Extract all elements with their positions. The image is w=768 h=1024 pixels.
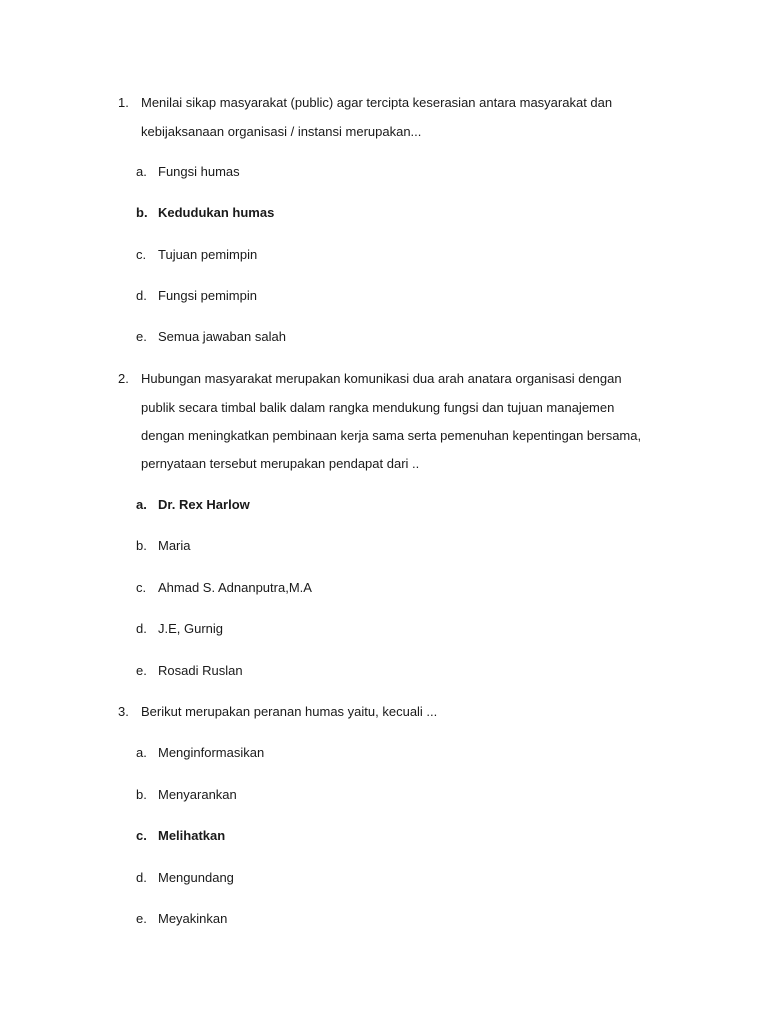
option-letter: b. — [136, 205, 148, 220]
option-text: Tujuan pemimpin — [158, 247, 258, 262]
question-text: publik secara timbal balik dalam rangka mendukung fungsi dan tujuan manajemen — [141, 400, 615, 415]
option-text: Rosadi Ruslan — [158, 663, 243, 678]
option-text: Meyakinkan — [158, 911, 228, 926]
option-letter: e. — [136, 911, 147, 926]
option-text: Melihatkan — [158, 828, 226, 843]
option-letter: e. — [136, 663, 147, 678]
option-text: Menyarankan — [158, 787, 237, 802]
question-text: Menilai sikap masyarakat (public) agar tercipta keserasian antara masyarakat dan — [141, 95, 613, 110]
option-text: Mengundang — [158, 870, 234, 885]
option-text: J.E, Gurnig — [158, 621, 224, 636]
option-text: Menginformasikan — [158, 745, 265, 760]
question-number: 1. — [118, 95, 129, 110]
option-text: Maria — [158, 538, 191, 553]
option-text: Fungsi pemimpin — [158, 288, 257, 303]
question-text: Hubungan masyarakat merupakan komunikasi dua arah anatara organisasi dengan — [141, 371, 622, 386]
option-text: Kedudukan humas — [158, 205, 275, 220]
option-text: Fungsi humas — [158, 164, 240, 179]
option-letter: b. — [136, 787, 147, 802]
question-text: pernyataan tersebut merupakan pendapat dari .. — [141, 456, 420, 471]
option-letter: d. — [136, 621, 147, 636]
option-letter: c. — [136, 828, 147, 843]
option-letter: c. — [136, 247, 147, 262]
option-letter: d. — [136, 870, 147, 885]
question-text: Berikut merupakan peranan humas yaitu, kecuali ... — [141, 704, 438, 719]
option-letter: e. — [136, 329, 147, 344]
question-text: kebijaksanaan organisasi / instansi merupakan... — [141, 124, 422, 139]
option-text: Semua jawaban salah — [158, 329, 286, 344]
option-letter: d. — [136, 288, 147, 303]
option-text: Dr. Rex Harlow — [158, 497, 250, 512]
option-letter: a. — [136, 497, 147, 512]
option-letter: a. — [136, 745, 147, 760]
question-number: 2. — [118, 371, 129, 386]
option-letter: b. — [136, 538, 147, 553]
option-letter: c. — [136, 580, 147, 595]
question-number: 3. — [118, 704, 129, 719]
question-text: dengan meningkatkan pembinaan kerja sama serta pemenuhan kepentingan bersama, — [141, 428, 642, 443]
option-text: Ahmad S. Adnanputra,M.A — [158, 580, 312, 595]
option-letter: a. — [136, 164, 147, 179]
